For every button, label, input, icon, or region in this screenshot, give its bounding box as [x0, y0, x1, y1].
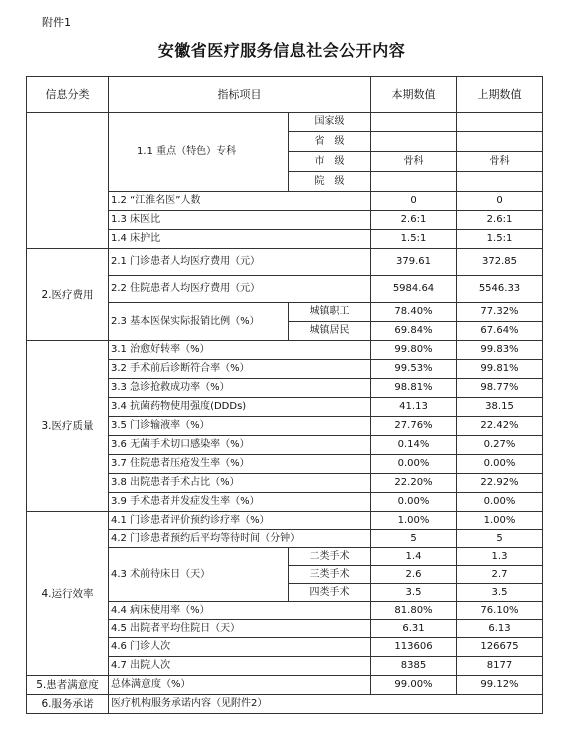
attachment-label: 附件1	[42, 16, 71, 29]
previous-value: 0.00%	[457, 493, 543, 512]
current-value: 2.6	[371, 566, 457, 584]
current-value: 81.80%	[371, 602, 457, 620]
current-value: 99.53%	[371, 360, 457, 379]
current-value	[371, 113, 457, 132]
category-label: 6.服务承诺	[27, 695, 109, 714]
previous-value: 22.42%	[457, 417, 543, 436]
previous-value: 76.10%	[457, 602, 543, 620]
level-label: 国家级	[289, 113, 371, 132]
previous-value: 1.5:1	[457, 230, 543, 249]
level-label: 院 级	[289, 172, 371, 192]
page-title: 安徽省医疗服务信息社会公开内容	[157, 41, 406, 60]
indicator-label: 4.5 出院者平均住院日（天）	[109, 620, 371, 638]
indicator-label: 总体满意度（%）	[109, 676, 371, 695]
surgery-type: 四类手术	[289, 584, 371, 602]
category-label: 2.医疗费用	[27, 249, 109, 341]
category-label: 5.患者满意度	[27, 676, 109, 695]
indicator-label: 3.5 门诊输液率（%）	[109, 417, 371, 436]
category-cell-1	[27, 113, 109, 249]
current-value	[371, 172, 457, 192]
current-value: 6.31	[371, 620, 457, 638]
current-value: 41.13	[371, 398, 457, 417]
current-value: 0.14%	[371, 436, 457, 455]
indicator-label: 4.2 门诊患者预约后平均等待时间（分钟）	[109, 530, 371, 548]
level-label: 市 级	[289, 152, 371, 172]
current-value: 1.5:1	[371, 230, 457, 249]
indicator-label: 3.2 手术前后诊断符合率（%）	[109, 360, 371, 379]
previous-value: 5546.33	[457, 276, 543, 303]
table-row	[27, 695, 543, 714]
current-value: 27.76%	[371, 417, 457, 436]
table-row	[27, 512, 543, 530]
current-value: 22.20%	[371, 474, 457, 493]
indicator-label: 3.8 出院患者手术占比（%）	[109, 474, 371, 493]
previous-value	[457, 172, 543, 192]
current-value: 379.61	[371, 249, 457, 276]
current-value: 69.84%	[371, 322, 457, 341]
previous-value: 1.3	[457, 548, 543, 566]
indicator-label: 2.3 基本医保实际报销比例（%）	[109, 303, 289, 341]
header-indicator: 指标项目	[109, 77, 371, 113]
indicator-label: 4.7 出院人次	[109, 657, 371, 676]
previous-value: 2.6:1	[457, 211, 543, 230]
previous-value: 99.81%	[457, 360, 543, 379]
indicator-label: 1.3 床医比	[109, 211, 371, 230]
current-value: 1.4	[371, 548, 457, 566]
table-row	[27, 113, 543, 132]
indicator-label: 3.9 手术患者并发症发生率（%）	[109, 493, 371, 512]
header-previous: 上期数值	[457, 77, 543, 113]
insurance-type: 城镇职工	[289, 303, 371, 322]
indicator-label: 4.6 门诊人次	[109, 638, 371, 657]
indicator-label: 医疗机构服务承诺内容（见附件2）	[109, 695, 543, 714]
previous-value: 0.27%	[457, 436, 543, 455]
previous-value: 8177	[457, 657, 543, 676]
previous-value: 1.00%	[457, 512, 543, 530]
previous-value: 38.15	[457, 398, 543, 417]
indicator-label: 3.1 治愈好转率（%）	[109, 341, 371, 360]
current-value: 2.6:1	[371, 211, 457, 230]
indicator-label: 3.6 无菌手术切口感染率（%）	[109, 436, 371, 455]
previous-value: 0.00%	[457, 455, 543, 474]
current-value: 98.81%	[371, 379, 457, 398]
table-row	[27, 676, 543, 695]
current-value	[371, 132, 457, 152]
current-value: 3.5	[371, 584, 457, 602]
indicator-label: 4.3 术前待床日（天）	[109, 548, 289, 602]
insurance-type: 城镇居民	[289, 322, 371, 341]
previous-value: 骨科	[457, 152, 543, 172]
specialty-label: 1.1 重点（特色）专科	[109, 113, 289, 192]
current-value: 0.00%	[371, 493, 457, 512]
current-value: 5984.64	[371, 276, 457, 303]
indicator-label: 1.2 “江淮名医”人数	[109, 192, 371, 211]
previous-value: 67.64%	[457, 322, 543, 341]
indicator-label: 4.4 病床使用率（%）	[109, 602, 371, 620]
previous-value: 6.13	[457, 620, 543, 638]
previous-value: 2.7	[457, 566, 543, 584]
current-value: 99.00%	[371, 676, 457, 695]
current-value: 5	[371, 530, 457, 548]
previous-value: 0	[457, 192, 543, 211]
previous-value: 5	[457, 530, 543, 548]
current-value: 1.00%	[371, 512, 457, 530]
category-label: 4.运行效率	[27, 512, 109, 676]
current-value: 113606	[371, 638, 457, 657]
indicator-label: 3.7 住院患者压疮发生率（%）	[109, 455, 371, 474]
category-label: 3.医疗质量	[27, 341, 109, 512]
previous-value: 3.5	[457, 584, 543, 602]
previous-value: 126675	[457, 638, 543, 657]
indicator-label: 3.3 急诊抢救成功率（%）	[109, 379, 371, 398]
disclosure-table	[26, 76, 543, 714]
header-current: 本期数值	[371, 77, 457, 113]
current-value: 0	[371, 192, 457, 211]
current-value: 骨科	[371, 152, 457, 172]
table-row	[27, 341, 543, 360]
indicator-label: 2.1 门诊患者人均医疗费用（元）	[109, 249, 371, 276]
indicator-label: 4.1 门诊患者评价预约诊疗率（%）	[109, 512, 371, 530]
current-value: 0.00%	[371, 455, 457, 474]
indicator-label: 2.2 住院患者人均医疗费用（元）	[109, 276, 371, 303]
previous-value: 99.12%	[457, 676, 543, 695]
table-row	[27, 249, 543, 276]
previous-value	[457, 113, 543, 132]
table-header-row	[27, 77, 543, 113]
header-category: 信息分类	[27, 77, 109, 113]
previous-value: 99.83%	[457, 341, 543, 360]
previous-value: 22.92%	[457, 474, 543, 493]
previous-value: 77.32%	[457, 303, 543, 322]
level-label: 省 级	[289, 132, 371, 152]
surgery-type: 二类手术	[289, 548, 371, 566]
previous-value: 98.77%	[457, 379, 543, 398]
previous-value: 372.85	[457, 249, 543, 276]
current-value: 78.40%	[371, 303, 457, 322]
current-value: 99.80%	[371, 341, 457, 360]
previous-value	[457, 132, 543, 152]
indicator-label: 1.4 床护比	[109, 230, 371, 249]
current-value: 8385	[371, 657, 457, 676]
surgery-type: 三类手术	[289, 566, 371, 584]
indicator-label: 3.4 抗菌药物使用强度(DDDs)	[109, 398, 371, 417]
